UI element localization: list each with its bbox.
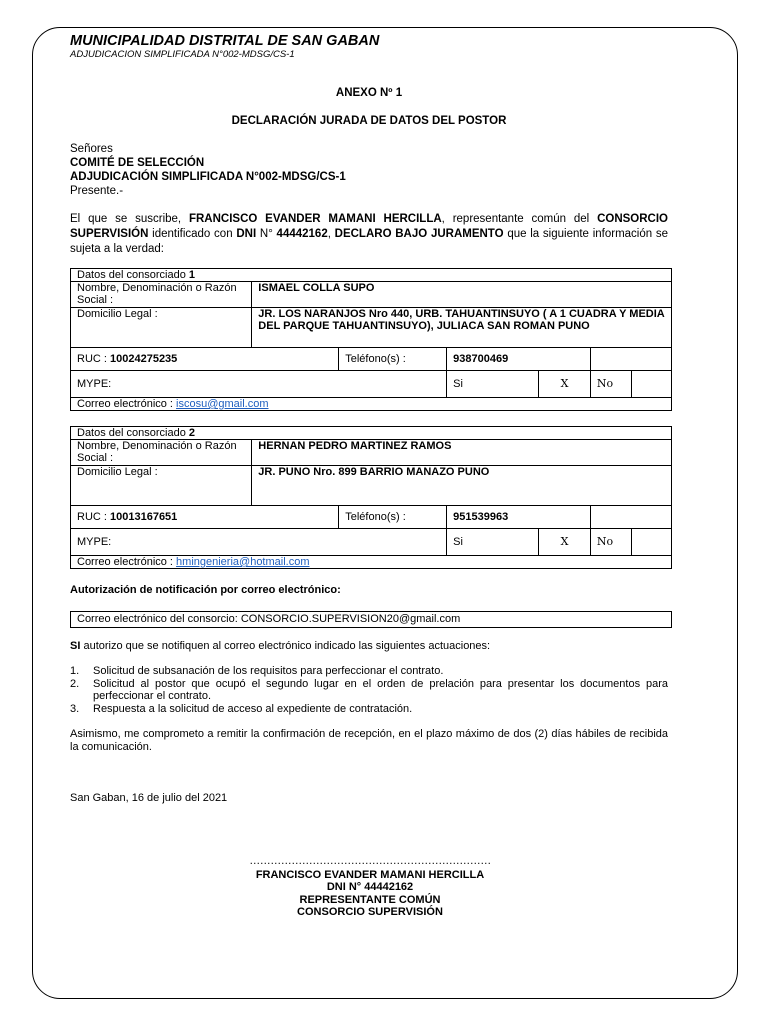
member-1-heading: Datos del consorciado 1 [71, 269, 672, 282]
member-2-address: JR. PUNO Nro. 899 BARRIO MANAZO PUNO [252, 466, 672, 506]
member-1-mype-mark: X [539, 371, 591, 398]
list-item: 2. Solicitud al postor que ocupó el segundo lugar en el orden de prelación para presentar los documentos para perfeccionar el contrato. [70, 677, 668, 702]
process-reference: ADJUDICACIÓN SIMPLIFICADA N°002-MDSG/CS-1 [70, 171, 346, 183]
header-process: ADJUDICACION SIMPLIFICADA N°002-MDSG/CS-1 [70, 49, 295, 60]
member-1-si-label: Si [447, 371, 539, 398]
signatory-role: REPRESENTANTE COMÚN [299, 894, 441, 906]
authorization-list [70, 665, 668, 715]
declaration: DECLARO BAJO JURAMENTO [334, 228, 504, 240]
member-2-name: HERNAN PEDRO MARTINEZ RAMOS [252, 440, 672, 466]
member-2-name-label: Nombre, Denominación o Razón Social : [71, 440, 252, 466]
member-1-ruc: RUC : 10024275235 [71, 348, 339, 371]
committee: COMITÉ DE SELECCIÓN [70, 157, 205, 169]
greeting: Señores [70, 143, 113, 155]
authorization-statement: SI autorizo que se notifiquen al correo electrónico indicado las siguientes actuaciones: [70, 640, 491, 652]
member-1-address-label: Domicilio Legal : [71, 308, 252, 348]
header-organization: MUNICIPALIDAD DISTRITAL DE SAN GABAN [70, 33, 380, 49]
member-1-phone: 938700469 [447, 348, 591, 371]
member-2-address-label: Domicilio Legal : [71, 466, 252, 506]
member-1-email[interactable]: iscosu@gmail.com [176, 398, 269, 410]
member-2-phone: 951539963 [447, 506, 591, 529]
document-title: DECLARACIÓN JURADA DE DATOS DEL POSTOR [231, 115, 507, 127]
annex-title: ANEXO Nº 1 [335, 87, 403, 99]
member-2-ruc: RUC : 10013167651 [71, 506, 339, 529]
member-2-mype-mark: X [539, 529, 591, 556]
member-1-phone-label: Teléfono(s) : [339, 348, 447, 371]
list-item: 1. Solicitud de subsanación de los requisitos para perfeccionar el contrato. [70, 665, 444, 677]
intro-paragraph: El que se suscribe, FRANCISCO EVANDER MAMANI HERCILLA, representante común del CONSORCIO SUPERVISIÓN identificado con DNI N° 44442162, DECLARO BAJO JURAMENTO que la siguiente información se sujeta a la verdad: [70, 213, 669, 255]
member-1-name-label: Nombre, Denominación o Razón Social : [71, 282, 252, 308]
representative-name: FRANCISCO EVANDER MAMANI HERCILLA [188, 213, 442, 225]
consortium-email-box [70, 611, 672, 628]
present: Presente.- [70, 185, 124, 197]
commitment-paragraph: Asimismo, me comprometo a remitir la confirmación de recepción, en el plazo máximo de dos (2) días hábiles de recibida la comunicación. [70, 728, 668, 753]
member-2-phone-label: Teléfono(s) : [339, 506, 447, 529]
member-1-no-label: No [590, 371, 631, 398]
signatory-name: FRANCISCO EVANDER MAMANI HERCILLA [255, 869, 485, 881]
member-2-email-row: Correo electrónico : hmingenieria@hotmail.com [71, 556, 672, 569]
consortium-name: CONSORCIO SUPERVISIÓN [70, 213, 668, 240]
place-date: San Gaban, 16 de julio del 2021 [70, 792, 228, 804]
consortium-email: Correo electrónico del consorcio: CONSORCIO.SUPERVISION20@gmail.com [71, 612, 672, 628]
signatory-dni: DNI N° 44442162 [326, 881, 414, 893]
dni-number: 44442162 [276, 228, 328, 240]
member-2-email[interactable]: hmingenieria@hotmail.com [176, 556, 310, 568]
list-item: 3. Respuesta a la solicitud de acceso al expediente de contratación. [70, 702, 413, 715]
signature-line: …………………………………………………………… [249, 855, 491, 867]
member-1-email-row: Correo electrónico : iscosu@gmail.com [71, 398, 672, 411]
member-2-table [70, 426, 672, 569]
signatory-consortium: CONSORCIO SUPERVISIÓN [297, 906, 443, 918]
member-2-no-label: No [590, 529, 631, 556]
member-2-si-label: Si [447, 529, 539, 556]
member-1-mype-label: MYPE: [71, 371, 447, 398]
member-1-address: JR. LOS NARANJOS Nro 440, URB. TAHUANTINSUYO ( A 1 CUADRA Y MEDIA DEL PARQUE TAHUANTINSUYO), JULIACA SAN ROMAN PUNO [252, 308, 672, 348]
member-2-mype-label: MYPE: [71, 529, 447, 556]
authorization-heading: Autorización de notificación por correo electrónico: [70, 584, 341, 596]
member-2-heading: Datos del consorciado 2 [71, 427, 672, 440]
member-1-table [70, 268, 672, 411]
member-1-name: ISMAEL COLLA SUPO [252, 282, 672, 308]
